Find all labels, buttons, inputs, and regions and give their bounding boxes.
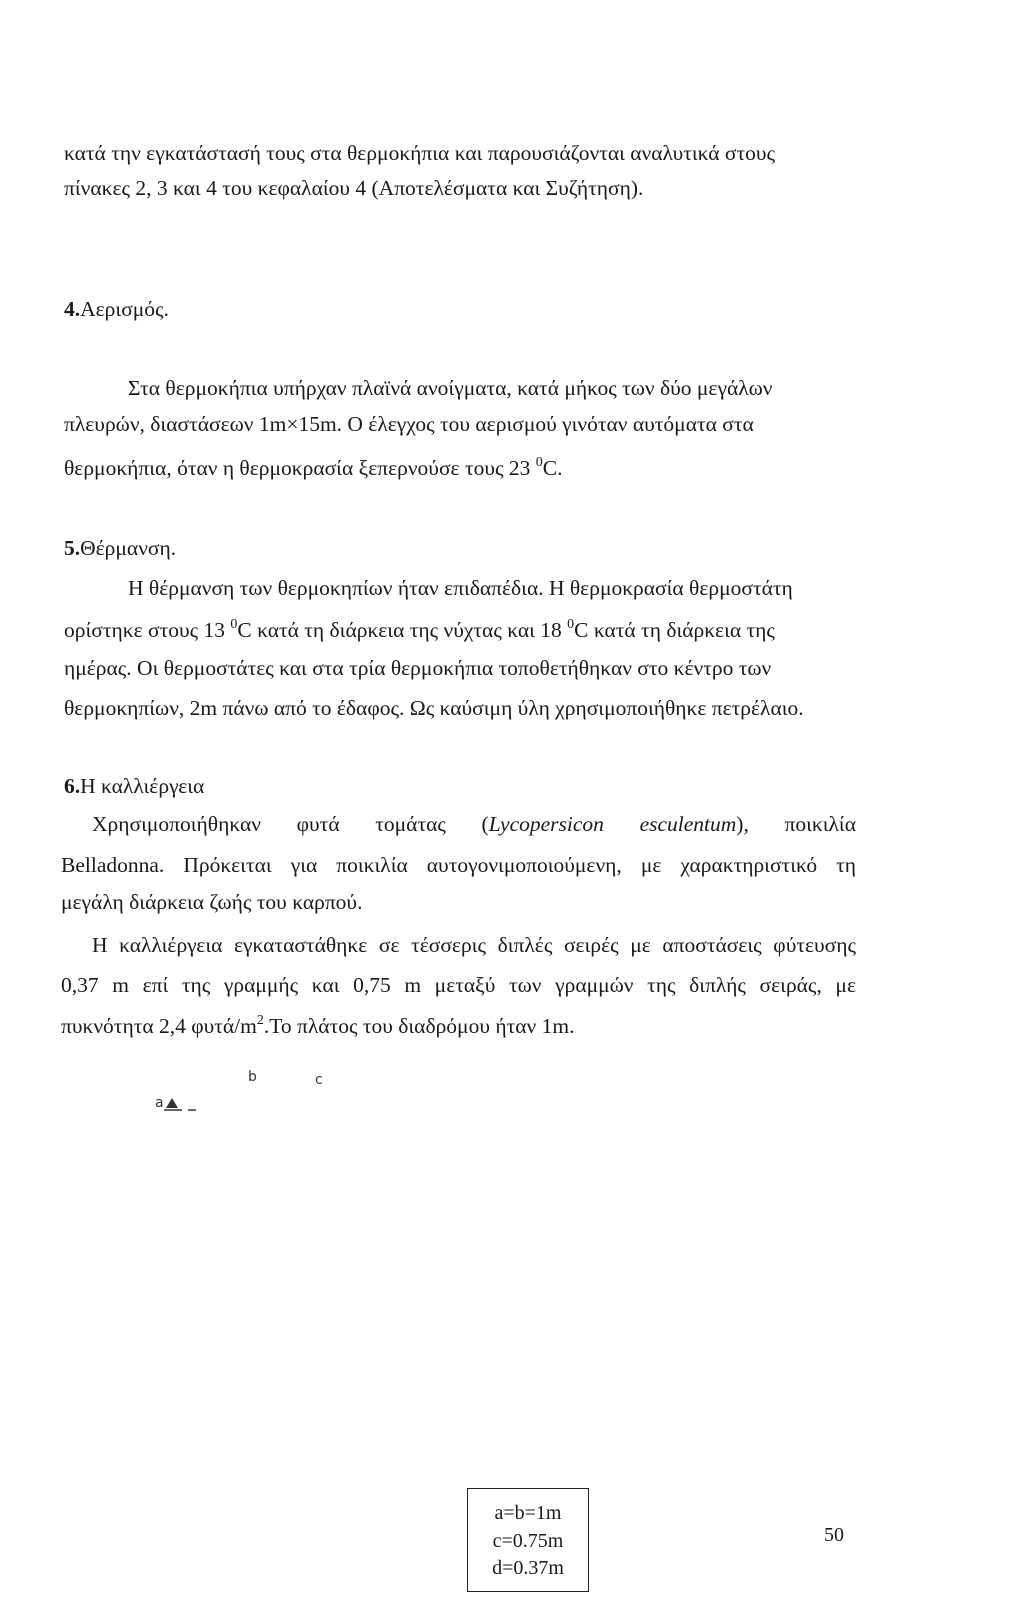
figure-mark-icon [162, 1094, 204, 1114]
intro-line-1: κατά την εγκατάστασή τους στα θερμοκήπια και παρουσιάζονται αναλυτικά στους [64, 141, 776, 165]
figure-label-b: b [248, 1069, 257, 1085]
section-4-heading: 4.Αερισμός. [64, 297, 169, 321]
section-5-line-4: θερμοκηπίων, 2m πάνω από το έδαφος. Ως καύσιμη ύλη χρησιμοποιήθηκε πετρέλαιο. [64, 696, 804, 720]
section-6-p1-line-1: Χρησιμοποιήθηκαν φυτά τομάτας (Lycopersicon esculentum), ποικιλία [92, 812, 856, 836]
section-5-heading: 5.Θέρμανση. [64, 536, 177, 560]
page-number: 50 [824, 1524, 844, 1546]
figure-label-a: a [155, 1095, 164, 1111]
figure-legend [467, 1488, 589, 1592]
figure-label-c: c [315, 1072, 323, 1088]
legend-line-1: a=b=1m [494, 1502, 562, 1524]
section-6-heading: 6.Η καλλιέργεια [64, 774, 205, 798]
section-5-line-1: Η θέρμανση των θερμοκηπίων ήταν επιδαπέδια. Η θερμοκρασία θερμοστάτη [128, 576, 793, 600]
section-4-line-3: θερμοκήπια, όταν η θερμοκρασία ξεπερνούσε τους 23 $^0$C. [64, 455, 563, 480]
section-4-line-2: πλευρών, διαστάσεων 1m×15m. Ο έλεγχος του αερισμού γινόταν αυτόματα στα [64, 412, 754, 436]
section-6-p2-line-2: 0,37 m επί της γραμμής και 0,75 m μεταξύ των γραμμών της διπλής σειράς, με [61, 973, 856, 997]
section-6-p2-line-1: Η καλλιέργεια εγκαταστάθηκε σε τέσσερις διπλές σειρές με αποστάσεις φύτευσης [92, 933, 856, 957]
legend-line-2: c=0.75m [492, 1530, 564, 1552]
intro-line-2: πίνακες 2, 3 και 4 του κεφαλαίου 4 (Αποτελέσματα και Συζήτηση). [64, 176, 644, 200]
section-6-p1-line-3: μεγάλη διάρκεια ζωής του καρπού. [61, 890, 363, 914]
legend-line-3: d=0.37m [492, 1557, 564, 1579]
section-6-p1-line-2: Belladonna. Πρόκειται για ποικιλία αυτογονιμοποιούμενη, με χαρακτηριστικό τη [61, 853, 856, 877]
section-5-line-3: ημέρας. Οι θερμοστάτες και στα τρία θερμοκήπια τοποθετήθηκαν στο κέντρο των [64, 656, 772, 680]
section-5-line-2: ορίστηκε στους 13 $^0$C κατά τη διάρκεια της νύχτας και 18 $^0$C κατά τη διάρκεια της [64, 617, 775, 642]
section-4-line-1: Στα θερμοκήπια υπήρχαν πλαϊνά ανοίγματα, κατά μήκος των δύο μεγάλων [128, 376, 773, 400]
section-6-p2-line-3: πυκνότητα 2,4 φυτά/$m^2.To$ πλάτος του διαδρόμου ήταν 1m. [61, 1013, 575, 1038]
